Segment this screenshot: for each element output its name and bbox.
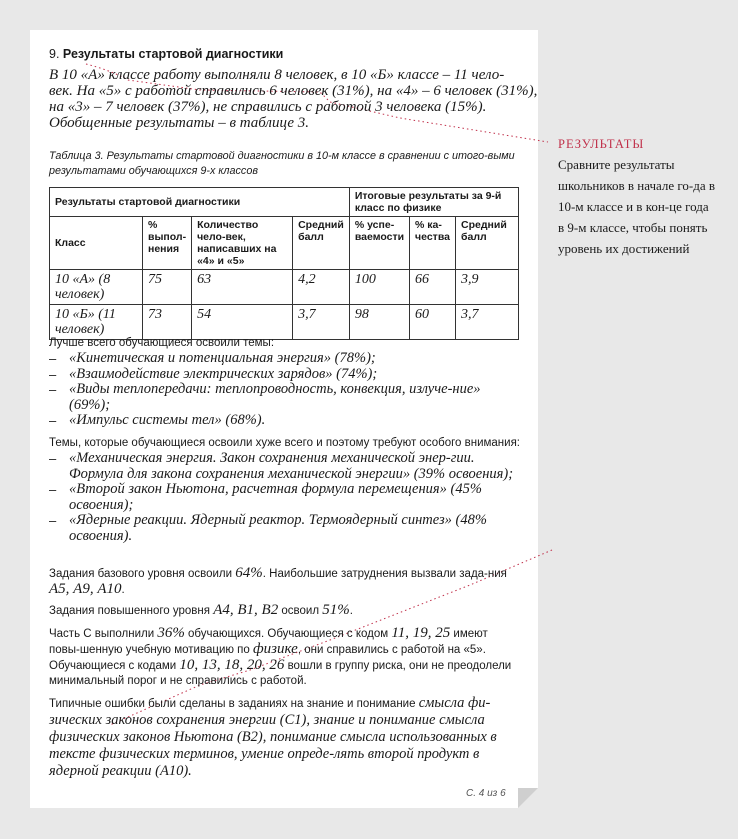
- table-cell: 63: [192, 270, 293, 305]
- table-column-header: Средний балл: [456, 217, 519, 270]
- table-cell: 54: [192, 305, 293, 340]
- table-cell: 3,7: [456, 305, 519, 340]
- table-cell: 60: [410, 305, 456, 340]
- best-topics-section: [49, 336, 521, 429]
- worst-topics-list: [49, 451, 521, 544]
- section-title: Результаты стартовой диагностики: [62, 47, 284, 61]
- table-cell: 10 «Б» (11 человек): [50, 305, 143, 340]
- table-cell: 100: [349, 270, 409, 305]
- table-column-header: Количество чело-век, написавших на «4» и «5»: [192, 217, 293, 270]
- intro-paragraph: [49, 67, 538, 131]
- list-item: – «Механическая энергия. Закон сохранения механической энер-гии. Формула для закона сохранения механической энергии» (39% освоения);: [49, 450, 514, 482]
- list-item: – «Кинетическая и потенциальная энергия» (78%);: [49, 350, 376, 366]
- results-table: [49, 187, 519, 340]
- page-number: С. 4 из 6: [466, 788, 506, 799]
- best-topics-lead: Лучше всего обучающиеся освоили темы:: [49, 337, 275, 349]
- table-cell: 10 «А» (8 человек): [50, 270, 143, 305]
- table-row: [50, 305, 519, 340]
- table-column-header: Класс: [50, 217, 143, 270]
- table-group-header: Результаты стартовой диагностики: [50, 188, 350, 217]
- table-column-header: % ка-чества: [410, 217, 456, 270]
- list-item: – «Второй закон Ньютона, расчетная формула перемещения» (45% освоения);: [49, 481, 482, 513]
- table-cell: 75: [143, 270, 192, 305]
- table-cell: 3,7: [293, 305, 350, 340]
- table-column-header: % выпол-нения: [143, 217, 192, 270]
- table-cell: 98: [349, 305, 409, 340]
- best-topics-list: [49, 351, 521, 429]
- list-item: – «Ядерные реакции. Ядерный реактор. Термоядерный синтез» (48% освоения).: [49, 512, 487, 544]
- part-c-paragraph: Часть С выполнили 36% обучающихся. Обучающиеся с кодом 11, 19, 25 имеют повы-шенную учебную мотивацию по физике, они справились с работой на «5». Обучающиеся с кодами 10, 13, 18, 20, 26 вошли в группу риска, они не преодолели минимальный порог и не справились с работой.: [49, 625, 512, 687]
- list-item: – «Виды теплопередачи: теплопроводность, конвекция, излуче-ние» (69%);: [49, 381, 481, 413]
- table-cell: 3,9: [456, 270, 519, 305]
- table-cell: 4,2: [293, 270, 350, 305]
- basic-level-paragraph: Задания базового уровня освоили 64%. Наибольшие затруднения вызвали зада-ния А5, А9, А10.: [49, 565, 507, 597]
- intro-line: Обобщенные результаты – в таблице 3.: [49, 115, 309, 131]
- sidenote-body: Сравните результаты школьников в начале го-да в 10-м классе и в кон-це года в 9-м классе, чтобы понять уровень их достижений: [558, 157, 716, 256]
- intro-line: век. На «5» с работой справились 6 человек (31%), на «4» – 6 человек (31%),: [49, 83, 538, 99]
- table-column-header: % успе-ваемости: [349, 217, 409, 270]
- section-heading: [49, 47, 283, 61]
- section-number: 9.: [49, 47, 60, 61]
- intro-line: В 10 «А» классе работу выполняли 8 человек, в 10 «Б» классе – 11 чело-: [49, 67, 505, 83]
- table-group-header: Итоговые результаты за 9-й класс по физике: [349, 188, 518, 217]
- intro-line: на «3» – 7 человек (37%), не справились с работой 3 человека (15%).: [49, 99, 487, 115]
- worst-topics-lead: Темы, которые обучающиеся освоили хуже всего и поэтому требуют особого внимания:: [49, 437, 521, 449]
- worst-topics-section: [49, 436, 521, 544]
- table-cell: 66: [410, 270, 456, 305]
- list-item: – «Взаимодействие электрических зарядов» (74%);: [49, 365, 378, 382]
- advanced-level-paragraph: Задания повышенного уровня А4, В1, В2 освоил 51%.: [49, 602, 353, 618]
- table-row: [50, 270, 519, 305]
- table-cell: 73: [143, 305, 192, 340]
- table-column-header: Средний балл: [293, 217, 350, 270]
- table-caption: Таблица 3. Результаты стартовой диагностики в 10-м классе в сравнении с итого-выми результатами обучающихся 9-х классов: [49, 150, 515, 177]
- list-item: – «Импульс системы тел» (68%).: [49, 412, 266, 428]
- errors-paragraph: Типичные ошибки были сделаны в заданиях на знание и понимание смысла фи-зических законов сохранения энергии (С1), знание и понимание смысла физических законов Ньютона (В2), понимание смысла использованных в тексте физических терминов, умение опреде-лять второй продукт в ядерной реакции (А10).: [49, 695, 497, 779]
- sidenote-title: РЕЗУЛЬТАТЫ: [558, 137, 645, 151]
